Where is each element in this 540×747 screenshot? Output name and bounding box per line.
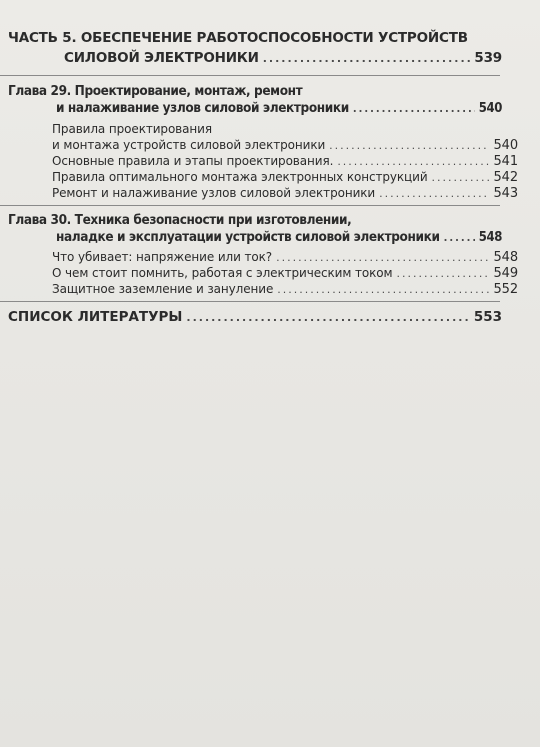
chapter-30-page-number: 548 xyxy=(478,230,502,245)
section-title: О чем стоит помнить, работая с электрическим током xyxy=(52,266,393,280)
literature-title: СПИСОК ЛИТЕРАТУРЫ xyxy=(8,309,183,325)
leader-dots xyxy=(186,308,469,328)
leader-dots xyxy=(432,170,490,186)
part-page-number: 539 xyxy=(474,50,502,66)
section-title: Защитное заземление и зануление xyxy=(52,282,274,296)
toc-section-29-3[interactable] xyxy=(52,169,518,186)
part-title-line1: ЧАСТЬ 5. ОБЕСПЕЧЕНИЕ РАБОТОСПОСОБНОСТИ УСТРОЙСТВ xyxy=(8,30,468,46)
toc-section-30-1[interactable] xyxy=(52,249,518,266)
leader-dots xyxy=(276,250,489,266)
chapter-29-title-line2: и налаживание узлов силовой электроники xyxy=(56,100,349,116)
leader-dots xyxy=(329,138,489,154)
leader-dots xyxy=(263,49,471,69)
divider xyxy=(0,301,500,302)
leader-dots xyxy=(396,266,489,282)
part-heading[interactable] xyxy=(8,28,502,69)
chapter-30-heading[interactable] xyxy=(8,212,502,246)
chapter-30-title-line1: Глава 30. Техника безопасности при изготовлении, xyxy=(8,212,352,228)
section-page-number: 542 xyxy=(493,170,518,185)
section-title: Основные правила и этапы проектирования. xyxy=(52,154,334,168)
section-page-number: 543 xyxy=(493,186,518,201)
chapter-30-title-line2: наладке и эксплуатации устройств силовой электроники xyxy=(56,229,440,245)
literature-heading[interactable] xyxy=(8,307,502,328)
leader-dots xyxy=(277,282,489,298)
part-title-line2: СИЛОВОЙ ЭЛЕКТРОНИКИ xyxy=(64,50,259,66)
chapter-29-page-number: 540 xyxy=(478,101,502,116)
chapter-29-heading[interactable] xyxy=(8,83,502,117)
section-title-line1: Правила проектирования xyxy=(52,122,212,136)
section-page-number: 548 xyxy=(493,250,518,265)
section-page-number: 540 xyxy=(493,138,518,153)
literature-page-number: 553 xyxy=(473,309,502,325)
section-page-number: 541 xyxy=(493,154,518,169)
leader-dots xyxy=(337,154,489,170)
toc-section-29-1[interactable] xyxy=(52,121,518,154)
section-title: Ремонт и налаживание узлов силовой электроники xyxy=(52,186,376,200)
section-title: Что убивает: напряжение или ток? xyxy=(52,250,273,264)
divider xyxy=(0,205,500,206)
leader-dots xyxy=(444,229,475,246)
section-page-number: 549 xyxy=(493,266,518,281)
leader-dots xyxy=(379,186,489,202)
toc-section-29-2[interactable] xyxy=(52,153,518,170)
chapter-29-title-line1: Глава 29. Проектирование, монтаж, ремонт xyxy=(8,83,303,99)
section-title: Правила оптимального монтажа электронных конструкций xyxy=(52,170,428,184)
toc-section-29-4[interactable] xyxy=(52,185,518,202)
section-title-line2: и монтажа устройств силовой электроники xyxy=(52,138,326,152)
toc-section-30-2[interactable] xyxy=(52,265,518,282)
leader-dots xyxy=(353,100,475,117)
divider xyxy=(0,75,500,76)
section-page-number: 552 xyxy=(493,282,518,297)
toc-section-30-3[interactable] xyxy=(52,281,518,298)
